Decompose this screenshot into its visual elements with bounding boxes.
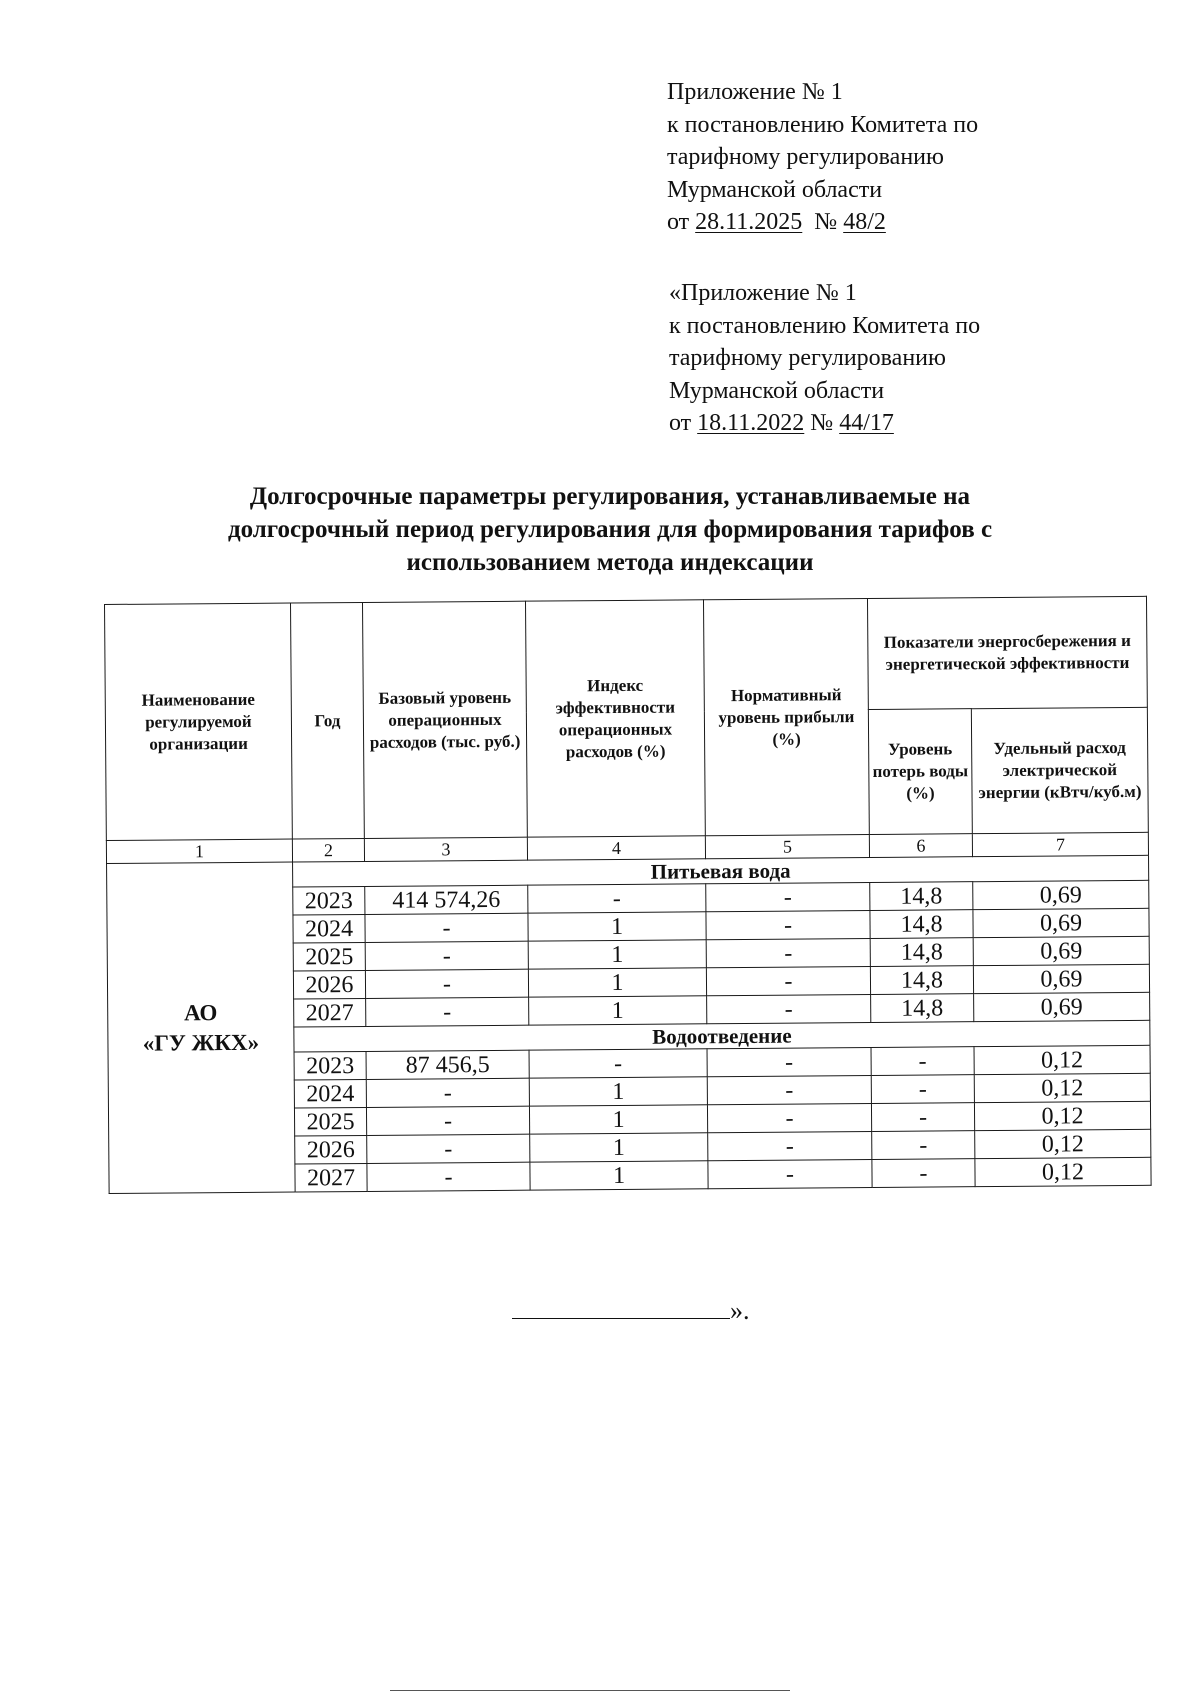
cell-electricity-use: 0,69 bbox=[973, 936, 1149, 965]
cell-profit-level: - bbox=[708, 1159, 872, 1188]
date-prefix: от bbox=[669, 410, 692, 436]
cell-electricity-use: 0,69 bbox=[973, 880, 1149, 909]
cell-year: 2023 bbox=[293, 886, 365, 915]
appendix-region-line: Мурманской области bbox=[669, 377, 885, 404]
organization-name bbox=[107, 862, 296, 1193]
cell-electricity-use: 0,12 bbox=[974, 1073, 1150, 1102]
column-number: 3 bbox=[364, 837, 527, 861]
cell-year: 2024 bbox=[293, 914, 365, 943]
appendix-resolution-line: к постановлению Комитета по bbox=[669, 312, 981, 339]
cell-year: 2027 bbox=[295, 1163, 367, 1192]
cell-water-losses: 14,8 bbox=[871, 994, 974, 1023]
document-title bbox=[100, 480, 1120, 579]
appendix-label: Приложение № 1 bbox=[667, 79, 843, 105]
cell-efficiency-index: 1 bbox=[530, 1133, 708, 1162]
resolution-number: 44/17 bbox=[839, 410, 894, 436]
cell-efficiency-index: 1 bbox=[529, 996, 707, 1025]
appendix-header-current bbox=[667, 76, 1117, 239]
header-year: Год bbox=[290, 602, 364, 839]
header-profit-level: Нормативный уровень прибыли (%) bbox=[703, 599, 869, 836]
appendix-committee-line: тарифному регулированию bbox=[669, 345, 946, 371]
appendix-header-previous bbox=[669, 277, 1119, 440]
date-prefix: от bbox=[667, 209, 690, 235]
header-efficiency-index: Индекс эффективности операционных расходов (%) bbox=[525, 600, 705, 837]
page-bottom-rule bbox=[390, 1690, 790, 1691]
cell-water-losses: 14,8 bbox=[870, 882, 973, 911]
cell-electricity-use: 0,12 bbox=[974, 1101, 1150, 1130]
column-number: 5 bbox=[705, 834, 869, 858]
cell-year: 2026 bbox=[293, 970, 365, 999]
header-org: Наименование регулируемой организации bbox=[105, 603, 293, 840]
cell-profit-level: - bbox=[706, 910, 870, 939]
cell-water-losses: - bbox=[871, 1103, 974, 1132]
cell-base-opex: - bbox=[366, 1106, 529, 1135]
closing-line bbox=[512, 1296, 730, 1319]
cell-profit-level: - bbox=[707, 1103, 871, 1132]
column-number: 4 bbox=[527, 836, 705, 860]
column-number: 7 bbox=[972, 832, 1148, 856]
cell-efficiency-index: 1 bbox=[528, 940, 706, 969]
cell-profit-level: - bbox=[706, 938, 870, 967]
column-number: 6 bbox=[869, 834, 972, 858]
cell-year: 2025 bbox=[294, 1107, 366, 1136]
closing-mark: ». bbox=[730, 1296, 750, 1325]
cell-profit-level: - bbox=[707, 1075, 871, 1104]
appendix-resolution-line: к постановлению Комитета по bbox=[667, 111, 979, 138]
appendix-region-line: Мурманской области bbox=[667, 176, 883, 203]
cell-profit-level: - bbox=[707, 1047, 871, 1076]
cell-base-opex: - bbox=[365, 941, 528, 970]
cell-electricity-use: 0,12 bbox=[975, 1157, 1151, 1186]
organization-line: АО bbox=[183, 999, 218, 1025]
title-line: Долгосрочные параметры регулирования, устанавливаемые на bbox=[249, 483, 971, 510]
cell-base-opex: 414 574,26 bbox=[365, 885, 528, 914]
cell-efficiency-index: - bbox=[528, 884, 706, 913]
cell-base-opex: - bbox=[366, 1078, 529, 1107]
resolution-number: 48/2 bbox=[843, 209, 886, 235]
header-base-opex: Базовый уровень операционных расходов (тыс. руб.) bbox=[362, 601, 527, 838]
cell-water-losses: - bbox=[872, 1159, 975, 1188]
cell-water-losses: 14,8 bbox=[870, 938, 973, 967]
number-prefix: № bbox=[814, 209, 838, 235]
appendix-date-line bbox=[667, 206, 1117, 239]
cell-year: 2023 bbox=[294, 1051, 366, 1080]
cell-electricity-use: 0,69 bbox=[973, 908, 1149, 937]
cell-efficiency-index: 1 bbox=[529, 1105, 707, 1134]
cell-base-opex: - bbox=[367, 1134, 530, 1163]
closing-quote bbox=[512, 1296, 750, 1326]
header-electricity-use: Удельный расход электрической энергии (кВтч/куб.м) bbox=[971, 707, 1148, 833]
cell-profit-level: - bbox=[706, 882, 870, 911]
cell-profit-level: - bbox=[707, 994, 871, 1023]
parameters-table bbox=[104, 596, 1152, 1194]
cell-base-opex: - bbox=[366, 997, 529, 1026]
cell-efficiency-index: 1 bbox=[528, 912, 706, 941]
cell-water-losses: 14,8 bbox=[870, 966, 973, 995]
cell-water-losses: - bbox=[871, 1075, 974, 1104]
appendix-label: «Приложение № 1 bbox=[669, 280, 857, 306]
cell-year: 2026 bbox=[295, 1135, 367, 1164]
cell-year: 2027 bbox=[294, 998, 366, 1027]
cell-efficiency-index: 1 bbox=[529, 1077, 707, 1106]
cell-water-losses: - bbox=[872, 1131, 975, 1160]
section-title: Водоотведение bbox=[294, 1020, 1150, 1052]
appendix-date-line bbox=[669, 407, 1119, 440]
cell-water-losses: - bbox=[871, 1047, 974, 1076]
section-title: Питьевая вода bbox=[293, 855, 1149, 887]
cell-electricity-use: 0,69 bbox=[974, 992, 1150, 1021]
cell-electricity-use: 0,12 bbox=[974, 1045, 1150, 1074]
cell-base-opex: 87 456,5 bbox=[366, 1050, 529, 1079]
title-line: использованием метода индексации bbox=[406, 549, 814, 576]
cell-efficiency-index: 1 bbox=[530, 1161, 708, 1190]
header-water-losses: Уровень потерь воды (%) bbox=[868, 709, 972, 835]
cell-year: 2025 bbox=[293, 942, 365, 971]
cell-profit-level: - bbox=[708, 1131, 872, 1160]
cell-electricity-use: 0,12 bbox=[975, 1129, 1151, 1158]
cell-profit-level: - bbox=[706, 966, 870, 995]
column-number: 2 bbox=[292, 838, 364, 862]
cell-base-opex: - bbox=[367, 1162, 530, 1191]
title-line: долгосрочный период регулирования для формирования тарифов с bbox=[227, 516, 993, 543]
header-energy-group: Показатели энергосбережения и энергетической эффективности bbox=[867, 596, 1147, 709]
cell-electricity-use: 0,69 bbox=[973, 964, 1149, 993]
resolution-date: 18.11.2022 bbox=[697, 410, 805, 436]
column-number: 1 bbox=[106, 839, 292, 863]
number-prefix: № bbox=[810, 410, 834, 436]
cell-efficiency-index: 1 bbox=[528, 968, 706, 997]
cell-efficiency-index: - bbox=[529, 1049, 707, 1078]
table-header-row bbox=[105, 596, 1148, 715]
cell-year: 2024 bbox=[294, 1079, 366, 1108]
organization-line: «ГУ ЖКХ» bbox=[142, 1029, 260, 1056]
cell-water-losses: 14,8 bbox=[870, 910, 973, 939]
cell-base-opex: - bbox=[365, 969, 528, 998]
resolution-date: 28.11.2025 bbox=[695, 209, 803, 235]
cell-base-opex: - bbox=[365, 913, 528, 942]
appendix-committee-line: тарифному регулированию bbox=[667, 144, 944, 170]
